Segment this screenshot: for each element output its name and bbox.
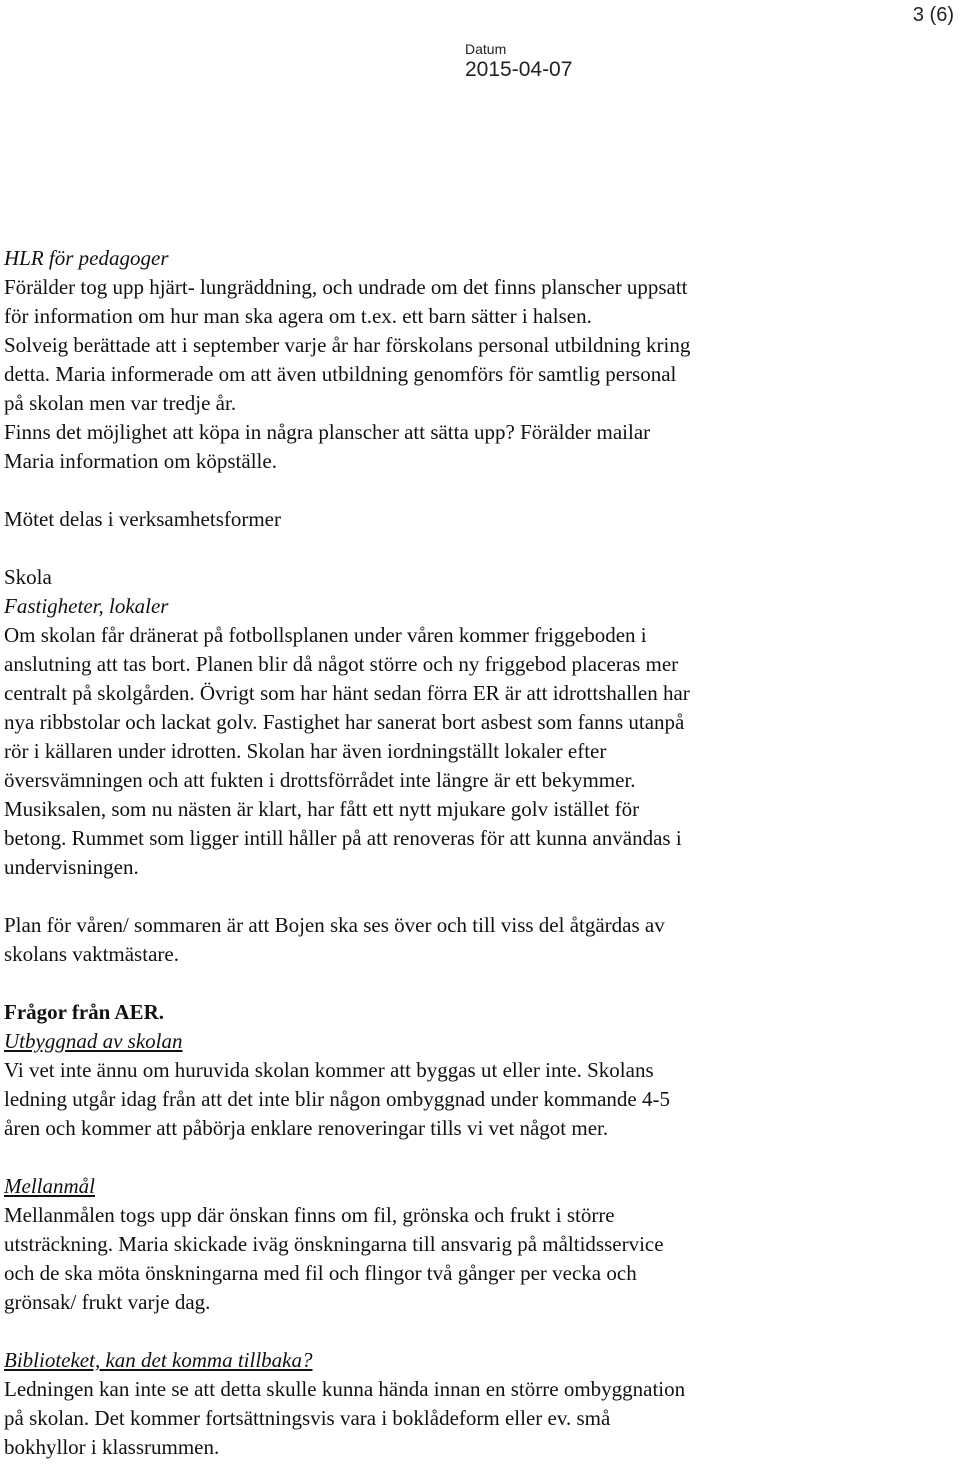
paragraph-line: Plan för våren/ sommaren är att Bojen ska ses över och till viss del åtgärdas av	[4, 913, 665, 937]
paragraph-line: Solveig berättade att i september varje år har förskolans personal utbildning kring	[4, 333, 691, 357]
meeting-split-note: Mötet delas i verksamhetsformer	[4, 507, 281, 531]
paragraph-line: betong. Rummet som ligger intill håller på att renoveras för att kunna användas i	[4, 826, 682, 850]
utbyggnad-heading: Utbyggnad av skolan	[4, 1029, 183, 1053]
utbyggnad-paragraph	[4, 1056, 944, 1143]
hlr-paragraph	[4, 273, 944, 476]
date-value: 2015-04-07	[465, 58, 573, 81]
paragraph-line: grönsak/ frukt varje dag.	[4, 1290, 211, 1314]
plan-paragraph	[4, 911, 944, 969]
paragraph-line: Maria information om köpställe.	[4, 449, 277, 473]
paragraph-line: och de ska möta önskningarna med fil och flingor två gånger per vecka och	[4, 1261, 637, 1285]
biblioteket-heading: Biblioteket, kan det komma tillbaka?	[4, 1348, 313, 1372]
mellanmal-paragraph	[4, 1201, 944, 1317]
aer-heading: Frågor från AER.	[4, 1000, 165, 1024]
document-body	[4, 244, 944, 1462]
skola-heading: Skola	[4, 565, 52, 589]
paragraph-line: på skolan men var tredje år.	[4, 391, 237, 415]
paragraph-line: Musiksalen, som nu nästen är klart, har fått ett nytt mjukare golv istället för	[4, 797, 640, 821]
biblioteket-paragraph	[4, 1375, 944, 1462]
hlr-heading: HLR för pedagoger	[4, 246, 169, 270]
paragraph-line: bokhyllor i klassrummen.	[4, 1435, 220, 1459]
date-block	[465, 40, 572, 82]
paragraph-line: Finns det möjlighet att köpa in några planscher att sätta upp? Förälder mailar	[4, 420, 651, 444]
paragraph-line: Mellanmålen togs upp där önskan finns om fil, grönska och frukt i större	[4, 1203, 615, 1227]
paragraph-line: ledning utgår idag från att det inte blir någon ombyggnad under kommande 4-5	[4, 1087, 670, 1111]
paragraph-line: anslutning att tas bort. Planen blir då något större och ny friggebod placeras mer	[4, 652, 679, 676]
paragraph-line: åren och kommer att påbörja enklare renoveringar tills vi vet något mer.	[4, 1116, 609, 1140]
paragraph-line: Förälder tog upp hjärt- lungräddning, och undrade om det finns planscher uppsatt	[4, 275, 688, 299]
paragraph-line: Ledningen kan inte se att detta skulle kunna hända innan en större ombyggnation	[4, 1377, 686, 1401]
paragraph-line: för information om hur man ska agera om t.ex. ett barn sätter i halsen.	[4, 304, 592, 328]
fastigheter-paragraph	[4, 621, 944, 882]
paragraph-line: på skolan. Det kommer fortsättningsvis vara i boklådeform eller ev. små	[4, 1406, 611, 1430]
paragraph-line: utsträckning. Maria skickade iväg önskningarna till ansvarig på måltidsservice	[4, 1232, 664, 1256]
paragraph-line: Om skolan får dränerat på fotbollsplanen under våren kommer friggeboden i	[4, 623, 647, 647]
date-label: Datum	[465, 41, 507, 57]
paragraph-line: översvämningen och att fukten i drottsförrådet inte längre är ett bekymmer.	[4, 768, 636, 792]
paragraph-line: detta. Maria informerade om att även utbildning genomförs för samtlig personal	[4, 362, 677, 386]
mellanmal-heading: Mellanmål	[4, 1174, 95, 1198]
paragraph-line: nya ribbstolar och lackat golv. Fastighet har sanerat bort asbest som fanns utanpå	[4, 710, 685, 734]
paragraph-line: Vi vet inte ännu om huruvida skolan kommer att byggas ut eller inte. Skolans	[4, 1058, 654, 1082]
paragraph-line: centralt på skolgården. Övrigt som har hänt sedan förra ER är att idrottshallen har	[4, 681, 690, 705]
paragraph-line: skolans vaktmästare.	[4, 942, 179, 966]
fastigheter-subheading: Fastigheter, lokaler	[4, 594, 169, 618]
page-number: 3 (6)	[912, 4, 954, 26]
paragraph-line: rör i källaren under idrotten. Skolan har även iordningställt lokaler efter	[4, 739, 607, 763]
paragraph-line: undervisningen.	[4, 855, 139, 879]
